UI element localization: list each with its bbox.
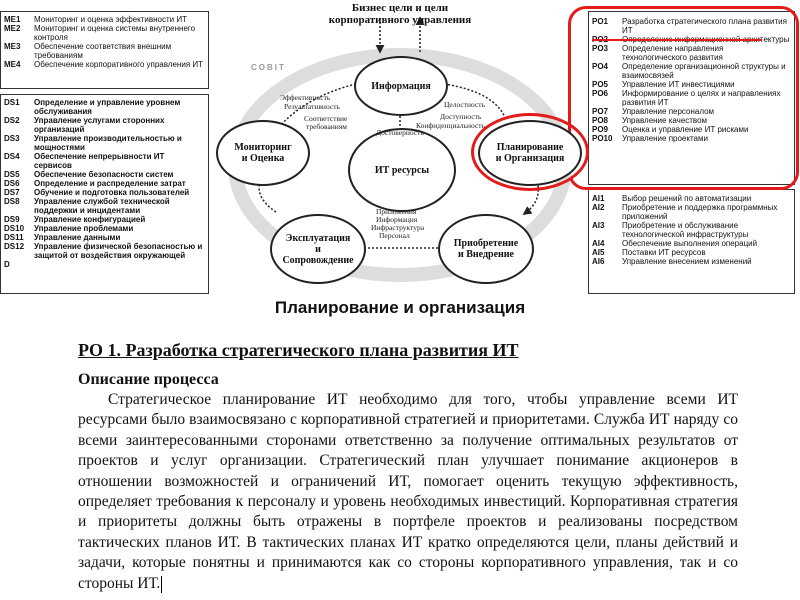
process-text: Определение информационной архитектуры bbox=[622, 35, 790, 44]
process-text: Управление ИТ инвестициями bbox=[622, 80, 735, 89]
description-heading: Описание процесса bbox=[78, 371, 219, 388]
process-text: Мониторинг и оценка системы внутреннего контроля bbox=[34, 24, 196, 42]
ds-item bbox=[4, 188, 204, 197]
ai-item bbox=[592, 221, 790, 239]
process-text: Управление качеством bbox=[622, 116, 708, 125]
node-exploitation-line2: и bbox=[315, 243, 321, 255]
me-item bbox=[4, 24, 204, 42]
node-acquisition bbox=[438, 214, 534, 284]
node-information-label: Информация bbox=[371, 80, 431, 92]
ds-process-list bbox=[4, 98, 204, 269]
node-planning-line2: и Организация bbox=[495, 153, 565, 164]
po-title: PO 1. Разработка стратегического плана развития ИТ bbox=[78, 340, 519, 360]
process-text: Управление физической безопасностью и защитой от воздействия окружающей bbox=[34, 242, 203, 260]
process-code: PO5 bbox=[592, 80, 609, 89]
process-code: DS3 bbox=[4, 134, 20, 143]
process-code: DS2 bbox=[4, 116, 20, 125]
label-compliance: Соответствие bbox=[304, 114, 348, 123]
text-cursor bbox=[161, 576, 162, 593]
ds-item bbox=[4, 134, 204, 152]
process-code: ME3 bbox=[4, 42, 21, 51]
process-text: Обеспечение безопасности систем bbox=[34, 170, 174, 179]
planning-highlight-ring bbox=[471, 113, 589, 191]
label-applications: Приложения bbox=[376, 207, 417, 216]
top-heading bbox=[310, 2, 490, 26]
me-item bbox=[4, 60, 204, 69]
me-item bbox=[4, 15, 204, 24]
label-personnel: Персонал bbox=[379, 231, 410, 240]
top-heading-line1: Бизнес цели и цели bbox=[351, 2, 449, 14]
node-acquisition-line2: и Внедрение bbox=[457, 249, 514, 260]
process-text: Обеспечение непрерывности ИТ сервисов bbox=[34, 152, 165, 170]
process-text: Управление конфигурацией bbox=[34, 215, 146, 224]
process-code: DS7 bbox=[4, 188, 20, 197]
ds-item bbox=[4, 152, 204, 170]
process-code: DS12 bbox=[4, 242, 25, 251]
process-code: PO7 bbox=[592, 107, 609, 116]
ai-process-list bbox=[592, 194, 790, 266]
process-code: PO6 bbox=[592, 89, 609, 98]
top-heading-line2: корпоративного управления bbox=[328, 14, 472, 26]
process-code: PO4 bbox=[592, 62, 609, 71]
label-performance: Результативность bbox=[284, 102, 340, 111]
process-text: Обеспечение соответствия внешним требованиям bbox=[34, 42, 172, 60]
description-body[interactable] bbox=[78, 390, 738, 594]
process-code: DS9 bbox=[4, 215, 20, 224]
node-monitoring bbox=[216, 120, 310, 186]
ds-item bbox=[4, 224, 204, 233]
process-code: AI3 bbox=[592, 221, 605, 230]
process-code: AI4 bbox=[592, 239, 605, 248]
label-efficiency: Эффективность bbox=[280, 93, 331, 102]
node-planning-line1: Планирование bbox=[496, 142, 564, 153]
process-text: Оценка и управление ИТ рисками bbox=[622, 125, 749, 134]
ds-item bbox=[4, 116, 204, 134]
node-it-resources bbox=[348, 128, 456, 212]
process-code: DS6 bbox=[4, 179, 20, 188]
process-code: DS10 bbox=[4, 224, 25, 233]
label-requirements: требованиям bbox=[306, 122, 348, 131]
me-item bbox=[4, 42, 204, 60]
po-highlight-frame bbox=[568, 6, 799, 190]
process-text: Поставки ИТ ресурсов bbox=[622, 248, 706, 257]
ds-item bbox=[4, 98, 204, 116]
ds-item bbox=[4, 233, 204, 242]
process-code: PO2 bbox=[592, 35, 609, 44]
process-text: Управление службой технической поддержки и инцидентами bbox=[34, 197, 170, 215]
po2-strike-line bbox=[592, 39, 762, 41]
node-exploitation-line3: Сопровождение bbox=[282, 254, 354, 266]
process-code: PO8 bbox=[592, 116, 609, 125]
process-code: PO3 bbox=[592, 44, 609, 53]
process-text: Приобретение и поддержка программных приложений bbox=[622, 203, 778, 221]
me-process-list bbox=[4, 15, 204, 69]
node-information bbox=[354, 56, 448, 116]
process-text: Выбор решений по автоматизации bbox=[622, 194, 752, 203]
process-text: Определение и управление уровнем обслуживания bbox=[34, 98, 181, 116]
process-text: Определение и распределение затрат bbox=[34, 179, 186, 188]
process-text: Управление производительностью и мощностями bbox=[34, 134, 182, 152]
process-text: Управление внесением изменений bbox=[622, 257, 752, 266]
label-infrastructure: Инфраструктура bbox=[371, 223, 425, 232]
process-code: AI6 bbox=[592, 257, 605, 266]
node-monitoring-line1: Мониторинг bbox=[234, 142, 292, 153]
process-code: ME4 bbox=[4, 60, 21, 69]
ai-item bbox=[592, 203, 790, 221]
process-code: PO10 bbox=[592, 134, 613, 143]
node-exploitation bbox=[270, 214, 366, 284]
node-it-resources-label: ИТ ресурсы bbox=[374, 164, 430, 176]
process-code: DS4 bbox=[4, 152, 20, 161]
process-text: Приобретение и обслуживание технологической инфраструктуры bbox=[622, 221, 749, 239]
cobit-label: COBIT bbox=[251, 63, 286, 72]
process-text: Информирование о целях и направлениях развития ИТ bbox=[622, 89, 781, 107]
cobit-diagram bbox=[206, 0, 590, 296]
process-text: Управление проблемами bbox=[34, 224, 134, 233]
process-text: Управление проектами bbox=[622, 134, 708, 143]
process-code: ME2 bbox=[4, 24, 21, 33]
ds-item bbox=[4, 197, 204, 215]
description-text: Стратегическое планирование ИТ необходимо для того, чтобы управление всеми ИТ ресурсами было взаимосвязано с корпоративной стратегией и приоритетами. Служба ИТ наряду со всеми заинтересованными сторонами ответственно за получение оптимальных результатов от проектов и услуг организации. Стратегический план улучшает понимание акционеров в отношении возможностей и ограничений ИТ, помогает оценить текущую эффективность, определяет требования к персоналу и уровень необходимых инвестиций. Корпоративная стратегия и приоритеты должны быть отражены в портфеле проектов и реализованы посредством тактических планов ИТ. В тактических планах ИТ кратко определяются цели, планы действий и задачи, которые понятны и принимаются как со стороны корпоративного управления, так и со стороны ИТ. bbox=[78, 391, 738, 592]
process-code: DS5 bbox=[4, 170, 20, 179]
node-monitoring-line2: и Оценка bbox=[241, 153, 285, 164]
process-code: PO1 bbox=[592, 17, 609, 26]
process-text: Обеспечение корпоративного управления ИТ bbox=[34, 60, 204, 69]
process-code: ME1 bbox=[4, 15, 21, 24]
label-information: Информация bbox=[376, 215, 418, 224]
process-code: DS8 bbox=[4, 197, 20, 206]
process-code: PO9 bbox=[592, 125, 609, 134]
label-availability: Доступность bbox=[440, 112, 482, 121]
ds-item bbox=[4, 179, 204, 188]
process-code: DS11 bbox=[4, 233, 24, 242]
node-acquisition-line1: Приобретение bbox=[453, 238, 519, 249]
ai-item bbox=[592, 239, 790, 248]
process-text: Мониторинг и оценка эффективности ИТ bbox=[34, 15, 187, 24]
section-title: Планирование и организация bbox=[274, 298, 526, 317]
process-text: Определение организационной структуры и взаимосвязей bbox=[622, 62, 786, 80]
ai-item bbox=[592, 257, 790, 266]
process-text: Определение направления технологического развития bbox=[622, 44, 724, 62]
process-code: AI1 bbox=[592, 194, 605, 203]
ai-item bbox=[592, 248, 790, 257]
process-text: Управление персоналом bbox=[622, 107, 715, 116]
ds-item bbox=[4, 260, 204, 269]
label-confidentiality: Конфиденциальность bbox=[416, 121, 485, 130]
process-text: Разработка стратегического плана развития ИТ bbox=[622, 17, 787, 35]
process-text: Управление данными bbox=[34, 233, 121, 242]
label-reliability: Достоверность bbox=[376, 128, 424, 137]
label-integrity: Целостность bbox=[444, 100, 486, 109]
ds-item bbox=[4, 215, 204, 224]
process-code: AI5 bbox=[592, 248, 605, 257]
process-text: Обучение и подготовка пользователей bbox=[34, 188, 190, 197]
process-text: Управление услугами сторонних организаций bbox=[34, 116, 165, 134]
process-code: DS1 bbox=[4, 98, 20, 107]
ds-item bbox=[4, 170, 204, 179]
ds-item bbox=[4, 242, 204, 260]
ai-item bbox=[592, 194, 790, 203]
process-text bbox=[34, 260, 204, 269]
process-text: Обеспечение выполнения операций bbox=[622, 239, 758, 248]
process-code: D bbox=[4, 260, 10, 269]
process-code: AI2 bbox=[592, 203, 605, 212]
node-exploitation-line1: Эксплуатация bbox=[285, 232, 351, 244]
